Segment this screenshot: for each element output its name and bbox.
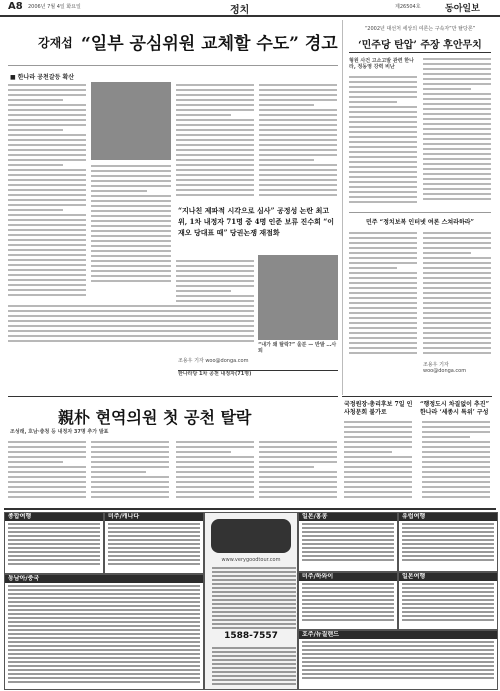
bottom-subhead: 조성래, 호남·충청 등 내정자 37명 추가 발표 [10,429,109,435]
page-number: A8 [8,1,23,12]
ad-right-1: 일본/홍콩 [298,512,398,572]
main-byline: 조용우 기자 woo@donga.com [178,358,249,364]
ad-left-2: 미주/캐나다 [104,512,204,574]
page-header [0,0,500,17]
photo-caption: “내가 왜 탈락?” 울분 — 반발 …사퇴 [258,342,337,354]
pull-quote: “지나친 제파적 시각으로 심사” 공정성 논란 최고위, 1차 내정자 71명 중 4명 인준 보류 진수희 “이재오 당대표 때” 당권논쟁 재점화 [178,206,335,237]
ad-left-3: 동남아/중국 [4,574,204,690]
ad-center [204,512,298,690]
ad-right-5: 호주/뉴질랜드 [298,630,498,690]
bottom-right-headline-a: 국정원장·총리후보 7일 인사청문회 불가로 [344,401,413,416]
side-subhead: 형원 사건 고소고발 관련 한나라, 정동영 강력 비난 [349,58,414,70]
issue-date: 2006년 7월 4일 화요일 [28,4,81,10]
bottom-right-headline-b: “행정도시 차질없이 추진” 한나라 ‘세종시 특위’ 구성 [420,401,490,416]
side-body-col4 [423,232,491,357]
side-body-col3 [349,232,417,357]
side-byline: 조용우 기자 woo@donga.com [423,362,467,374]
article-body-col1 [8,84,86,299]
ad-right-3: 미주/하와이 [298,572,398,630]
ad-right-2: 유럽여행 [398,512,498,572]
issue-number: 제26504호 [395,4,421,10]
bottom-right-articles [342,396,492,505]
ad-center-phone: 1588-7557 [224,631,278,641]
main-subhead: ■ 한나라 공천갈등 확산 [10,74,75,81]
advertisement-section [4,508,496,690]
ad-left-1: 종합여행 [4,512,104,574]
speaker-name: 강재섭 [38,36,73,50]
article-photo-2 [258,255,338,340]
bottom-left-article [8,396,338,505]
nominee-table [178,370,338,396]
section-title: 정치 [230,5,250,16]
article-body-col3 [176,84,254,199]
side-subhead-2: 민주 “정치보복 인터넷 여론 스쳐라하라” [366,219,474,226]
table-title: 한나라당 1차 공천 내정자(71명) [178,371,252,377]
main-headline: “일부 공심위원 교체할 수도” 경고 [81,34,338,54]
ad-right-4: 일본여행 [398,572,498,630]
article-photo-1 [91,82,171,160]
article-body-col4 [259,84,337,199]
side-article [342,20,493,395]
ad-center-art [211,519,291,553]
side-body-col1 [349,76,417,206]
bottom-headline: 親朴 현역의원 첫 공천 탈락 [58,408,252,427]
ad-center-url: www.verygoodtour.com [221,557,281,563]
side-kicker: “2002년 대선처 세상의 여론는 구속자”만 탈당론” [364,26,476,32]
side-headline: ‘민주당 탄압’ 주장 후안무치 [358,40,482,51]
article-body-col2 [91,165,171,285]
newspaper-logo: 동아일보 [445,4,480,14]
article-body-lower [8,305,254,350]
main-article [8,20,338,395]
side-body-col2 [423,58,491,206]
